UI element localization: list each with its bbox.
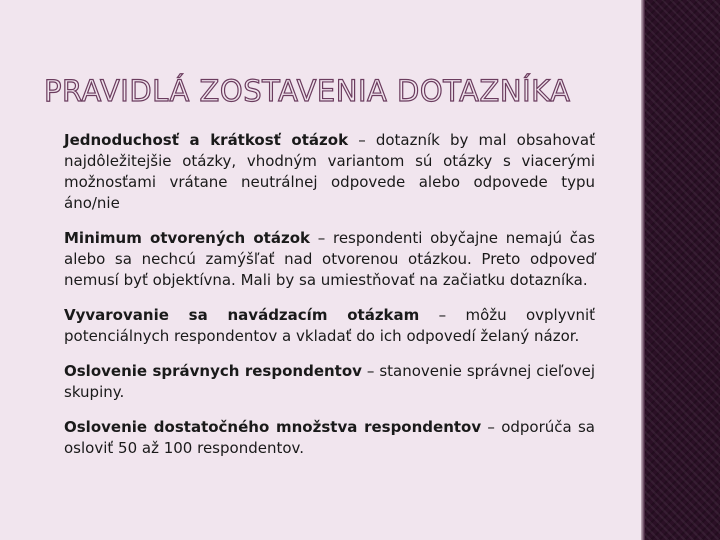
bullet-list [40,130,595,473]
bullet-text: – odporúča sa osloviť 50 až 100 respondentov. [64,418,595,457]
bullet-heading: Oslovenie dostatočného množstva respondentov [64,418,482,436]
bullet-heading: Vyvarovanie sa navádzacím otázkam [64,306,420,324]
decorative-side-panel [641,0,720,540]
bullet-text: – stanovenie správnej cieľovej skupiny. [64,362,595,401]
bullet-item [40,228,595,291]
bullet-item [40,361,595,403]
bullet-heading: Jednoduchosť a krátkosť otázok [64,131,349,149]
bullet-heading: Minimum otvorených otázok [64,229,310,247]
bullet-item [40,417,595,459]
bullet-heading: Oslovenie správnych respondentov [64,362,362,380]
slide-title: PRAVIDLÁ ZOSTAVENIA DOTAZNÍKA [44,74,571,108]
bullet-text: – dotazník by mal obsahovať najdôležitejšie otázky, vhodným variantom sú otázky s viacerými možnosťami vrátane neutrálnej odpovede alebo odpovede typu áno/nie [64,131,595,212]
bullet-item [40,305,595,347]
bullet-item [40,130,595,214]
bullet-text: – respondenti obyčajne nemajú čas alebo sa nechcú zamýšľať nad otvorenou otázkou. Preto odpoveď nemusí byť objektívna. Mali by sa umiestňovať na začiatku dotazníka. [64,229,595,289]
side-panel-edge [641,0,645,540]
bullet-text: – môžu ovplyvniť potenciálnych respondentov a vkladať do ich odpovedí želaný názor. [64,306,596,345]
